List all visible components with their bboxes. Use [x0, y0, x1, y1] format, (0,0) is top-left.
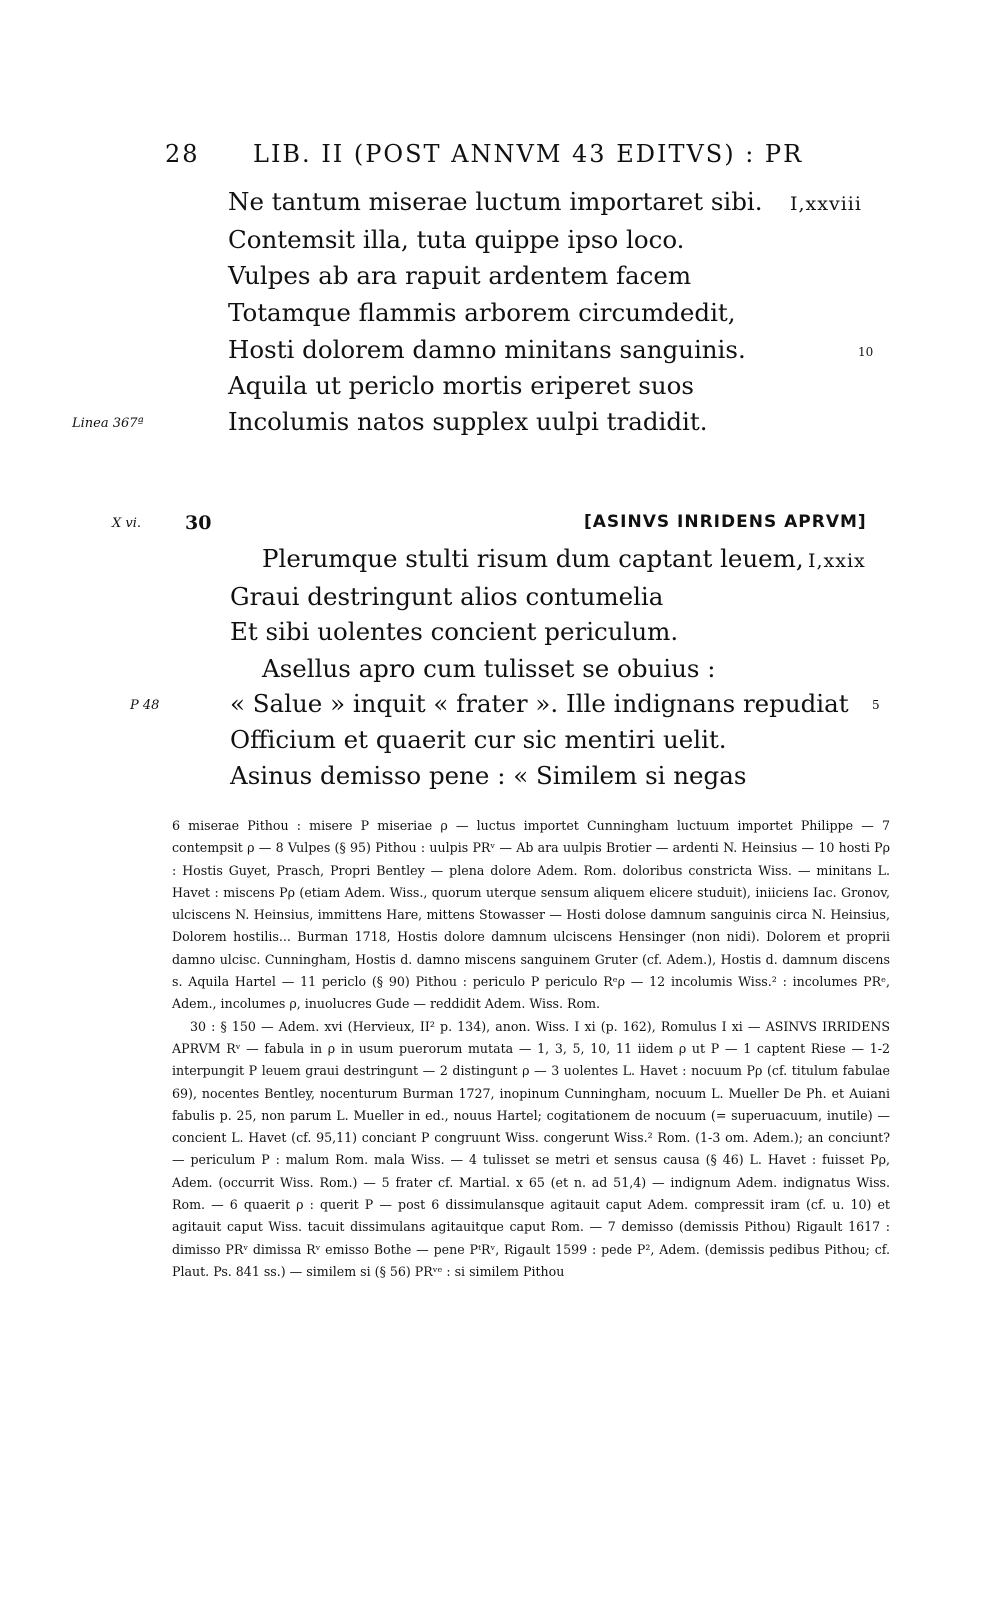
verse-line: Aquila ut periclo mortis eriperet suos: [228, 371, 694, 400]
verse-line: « Salue » inquit « frater ». Ille indignans repudiat: [230, 689, 849, 718]
verse-line: Totamque flammis arborem circumdedit,: [228, 298, 736, 327]
verse-line: Officium et quaerit cur sic mentiri uelit.: [230, 725, 727, 754]
fable-29-reference: I,xxviii: [790, 193, 862, 215]
verse-line: Incolumis natos supplex uulpi tradidit.: [228, 407, 708, 436]
critical-apparatus: [172, 815, 890, 1283]
verse-line: Plerumque stulti risum dum captant leuem,: [262, 544, 804, 573]
verse-line: Hosti dolorem damno minitans sanguinis.: [228, 335, 746, 364]
running-title: LIB. II (POST ANNVM 43 EDITVS) : PR: [253, 140, 804, 168]
verse-line: Asellus apro cum tulisset se obuius :: [262, 654, 716, 683]
apparatus-paragraph: 30 : § 150 — Adem. xvi (Hervieux, II² p. 134), anon. Wiss. I xi (p. 162), Romulus I xi — ASINVS IRRIDENS APRVM Rᵛ — fabula in ρ in usum puerorum mutata — 1, 3, 5, 10, 11 iidem ρ ut P — 1 captent Riese — 1-2 interpungit P leuem graui destringunt — 2 distingunt ρ — 3 uolentes L. Havet : nocuum Pρ (cf. titulum fabulae 69), nocentes Bentley, nocenturum Burman 1727, inopinum Cunningham, nocuum L. Mueller De Ph. et Auiani fabulis p. 25, non parum L. Mueller in ed., nouus Hartel; cogitationem de nocuum (= superuacuum, inutile) — concient L. Havet (cf. 95,11) conciant P congruunt Wiss. congerunt Wiss.² Rom. (1-3 om. Adem.); an conciunt? — periculum P : malum Rom. mala Wiss. — 4 tulisset se metri et sensus causa (§ 46) L. Havet : fuisset Pρ, Adem. (occurrit Wiss. Rom.) — 5 frater cf. Martial. x 65 (et n. ad 51,4) — indignum Adem. indignatus Wiss. Rom. — 6 quaerit ρ : querit P — post 6 dissimulansque agitauit caput Adem. compressit iram (cf. u. 10) et agitauit caput Wiss. tacuit dissimulans agitauitque caput Rom. — 7 demisso (demissis Pithou) Rigault 1617 : dimisso PRᵛ dimissa Rᵛ emisso Bothe — pene PᵗRᵛ, Rigault 1599 : pede P², Adem. (demissis pedibus Pithou; cf. Plaut. Ps. 841 ss.) — similem si (§ 56) PRᵛᵉ : si similem Pithou: [172, 1018, 890, 1279]
fable-30-number: 30: [185, 512, 212, 534]
fable-29-line-number: 10: [858, 345, 874, 359]
verse-line: Contemsit illa, tuta quippe ipso loco.: [228, 225, 685, 254]
fable-30-reference: I,xxix: [808, 550, 866, 572]
fable-29-left-marginal: Linea 367ª: [72, 416, 144, 431]
apparatus-paragraph: 6 miserae Pithou : misere P miseriae ρ — luctus importet Cunningham luctuum importet Philippe — 7 contempsit ρ — 8 Vulpes (§ 95) Pithou : uulpis PRᵛ — Ab ara uulpis Brotier — ardenti N. Heinsius — 10 hosti Pρ : Hostis Guyet, Prasch, Propri Bentley — plena dolore Adem. Rom. doloribus constricta Wiss. — minitans L. Havet : miscens Pρ (etiam Adem. Wiss., quorum uterque sensum aliquem elicere studuit), iniiciens Iac. Gronov, ulciscens N. Heinsius, immittens Hare, mittens Stowasser — Hosti dolose damnum sanguinis circa N. Heinsius, Dolorem hostilis... Burman 1718, Hostis dolore damnum ulciscens Hensinger (non nidi). Dolorem et proprii damno ulcisc. Cunningham, Hostis d. damno miscens sanguinem Gruter (cf. Adem.), Hostis d. damnum discens s. Aquila Hartel — 11 periclo (§ 90) Pithou : periculo P periculo Rᵉρ — 12 incolumis Wiss.² : incolumes PRᵉ, Adem., incolumes ρ, inuolucres Gude — reddidit Adem. Wiss. Rom.: [172, 818, 890, 1012]
verse-line: Et sibi uolentes concient periculum.: [230, 617, 679, 646]
fable-30-title: [ASINVS INRIDENS APRVM]: [584, 512, 867, 532]
verse-line: Ne tantum miserae luctum importaret sibi.: [228, 187, 763, 216]
verse-line: Graui destringunt alios contumelia: [230, 582, 664, 611]
verse-line: Vulpes ab ara rapuit ardentem facem: [228, 261, 692, 290]
page-number: 28: [165, 140, 200, 168]
fable-30-left-marginal-head: X vi.: [112, 516, 142, 531]
fable-30-left-marginal: P 48: [130, 698, 160, 713]
verse-line: Asinus demisso pene : « Similem si negas: [230, 761, 747, 790]
fable-30-line-number: 5: [872, 698, 880, 712]
